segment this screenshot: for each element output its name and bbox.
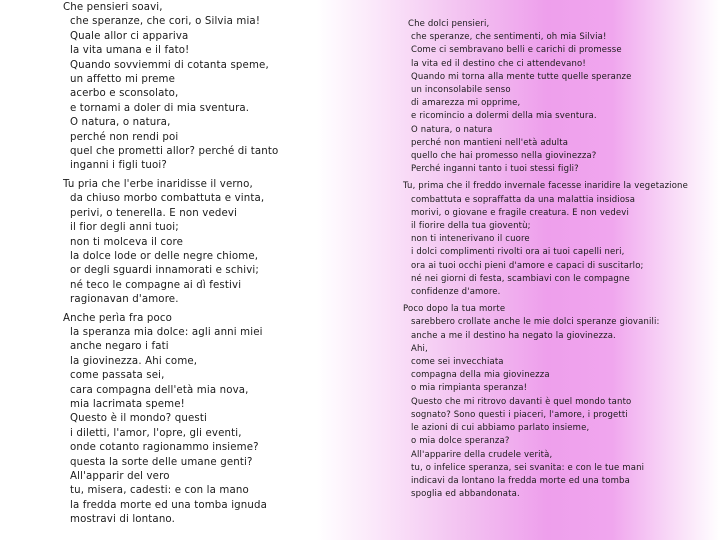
original-verse-line: non ti molceva il core xyxy=(70,236,184,248)
translation-verse-line: perché non mantieni nell'età adulta xyxy=(411,137,569,148)
translation-verse-line: compagna della mia giovinezza xyxy=(411,370,550,381)
translation-verse-line: tu, o infelice speranza, sei svanita: e con le tue mani xyxy=(411,462,645,473)
translation-verse-line: di amarezza mi opprime, xyxy=(411,98,521,109)
original-verse-line: la speranza mia dolce: agli anni miei xyxy=(70,326,263,338)
original-verse-line: la dolce lode or delle negre chiome, xyxy=(70,250,259,262)
translation-verse-line: o mia dolce speranza? xyxy=(411,436,510,447)
translation-verse-line: Poco dopo la tua morte xyxy=(403,304,506,315)
original-verse-line: perché non rendi poi xyxy=(70,131,179,143)
original-stanza xyxy=(63,1,393,174)
original-verse-line: che speranze, che cori, o Silvia mia! xyxy=(70,16,261,28)
translation-verse-line: non ti intenerivano il cuore xyxy=(411,234,530,245)
original-verse-line: acerbo e sconsolato, xyxy=(70,88,179,100)
translation-verse-line: Come ci sembravano belli e carichi di promesse xyxy=(411,45,622,56)
original-verse-line: Tu pria che l'erbe inaridisse il verno, xyxy=(63,178,253,190)
original-verse-line: inganni i figli tuoi? xyxy=(70,160,167,172)
original-verse-line: la fredda morte ed una tomba ignuda xyxy=(70,499,268,511)
translation-verse-line: Quando mi torna alla mente tutte quelle speranze xyxy=(411,71,632,82)
translation-verse-line: Perché inganni tanto i tuoi stessi figli? xyxy=(411,164,579,175)
translation-verse-line: spoglia ed abbandonata. xyxy=(411,489,520,500)
original-verse-line: i diletti, l'amor, l'opre, gli eventi, xyxy=(70,427,242,439)
translation-verse-line: il fiorire della tua gioventù; xyxy=(411,221,531,232)
original-verse-line: questa la sorte delle umane genti? xyxy=(70,456,253,468)
translation-verse-line: O natura, o natura xyxy=(411,124,493,135)
translation-verse-line: sognato? Sono questi i piaceri, l'amore, i progetti xyxy=(411,409,628,420)
original-verse-line: Questo è il mondo? questi xyxy=(70,413,207,425)
original-verse-line: ragionavan d'amore. xyxy=(70,294,179,306)
original-verse-line: anche negaro i fati xyxy=(70,341,169,353)
translation-verse-line: Che dolci pensieri, xyxy=(408,19,490,29)
original-verse-line: e tornami a doler di mia sventura. xyxy=(70,102,250,114)
original-verse-line: Che pensieri soavi, xyxy=(63,2,163,13)
translation-stanza xyxy=(403,18,718,176)
original-poem-column xyxy=(63,0,393,532)
translation-verse-line: All'apparire della crudele verità, xyxy=(411,449,553,460)
original-verse-line: or degli sguardi innamorati e schivi; xyxy=(70,265,259,277)
translation-verse-line: morivi, o giovane e fragile creatura. E non vedevi xyxy=(411,207,629,218)
translation-verse-line: i dolci complimenti rivolti ora ai tuoi capelli neri, xyxy=(411,247,625,258)
original-stanza xyxy=(63,178,393,308)
translation-verse-line: che speranze, che sentimenti, oh mia Silvia! xyxy=(411,32,607,43)
translation-verse-line: la vita ed il destino che ci attendevano! xyxy=(411,58,586,69)
translation-verse-line: le azioni di cui abbiamo parlato insieme, xyxy=(411,423,590,434)
original-verse-line: mia lacrimata speme! xyxy=(70,398,185,410)
original-verse-line: il fior degli anni tuoi; xyxy=(70,222,179,234)
translation-verse-line: sarebbero crollate anche le mie dolci speranze giovanili: xyxy=(411,317,660,328)
original-verse-line: cara compagna dell'età mia nova, xyxy=(70,384,249,396)
original-verse-line: né teco le compagne ai dì festivi xyxy=(70,279,242,291)
translation-verse-line: quello che hai promesso nella giovinezza? xyxy=(411,151,597,162)
translation-verse-line: confidenze d'amore. xyxy=(411,287,501,298)
translation-verse-line: ora ai tuoi occhi pieni d'amore e capaci di suscitarlo; xyxy=(411,260,644,271)
original-verse-line: Anche perìa fra poco xyxy=(63,312,173,324)
original-verse-line: O natura, o natura, xyxy=(70,117,171,129)
original-verse-line: tu, misera, cadesti: e con la mano xyxy=(70,485,249,497)
original-verse-line: perivi, o tenerella. E non vedevi xyxy=(70,207,238,219)
translation-verse-line: Questo che mi ritrovo davanti è quel mondo tanto xyxy=(411,396,632,407)
original-verse-line: un affetto mi preme xyxy=(70,74,176,86)
translation-verse-line: Ahi, xyxy=(411,343,428,354)
translation-verse-line: combattuta e sopraffatta da una malattia insidiosa xyxy=(411,194,636,205)
translation-verse-line: anche a me il destino ha negato la giovinezza. xyxy=(411,330,616,341)
translation-stanza xyxy=(403,180,718,299)
original-verse-line: onde cotanto ragionammo insieme? xyxy=(70,442,259,454)
translation-verse-line: o mia rimpianta speranza! xyxy=(411,383,528,394)
translation-verse-line: come sei invecchiata xyxy=(411,357,504,368)
original-verse-line: la vita umana e il fato! xyxy=(70,45,190,57)
original-verse-line: la giovinezza. Ahi come, xyxy=(70,355,198,367)
original-verse-line: mostravi di lontano. xyxy=(70,514,176,526)
original-verse-line: come passata sei, xyxy=(70,370,165,382)
original-verse-line: All'apparir del vero xyxy=(70,471,170,482)
original-stanza xyxy=(63,312,393,528)
translation-verse-line: né nei giorni di festa, scambiavi con le compagne xyxy=(411,273,630,284)
translation-verse-line: Tu, prima che il freddo invernale facesse inaridire la vegetazione xyxy=(403,181,688,192)
original-verse-line: da chiuso morbo combattuta e vinta, xyxy=(70,193,265,205)
translation-stanza xyxy=(403,303,718,501)
original-verse-line: quel che prometti allor? perché di tanto xyxy=(70,146,279,158)
original-verse-line: Quale allor ci appariva xyxy=(70,30,189,42)
translation-verse-line: e ricomincio a dolermi della mia sventura. xyxy=(411,111,597,122)
translation-verse-line: indicavi da lontano la fredda morte ed una tomba xyxy=(411,475,630,486)
translation-verse-line: un inconsolabile senso xyxy=(411,85,511,96)
translation-column xyxy=(403,0,718,505)
original-verse-line: Quando sovviemmi di cotanta speme, xyxy=(70,59,269,71)
